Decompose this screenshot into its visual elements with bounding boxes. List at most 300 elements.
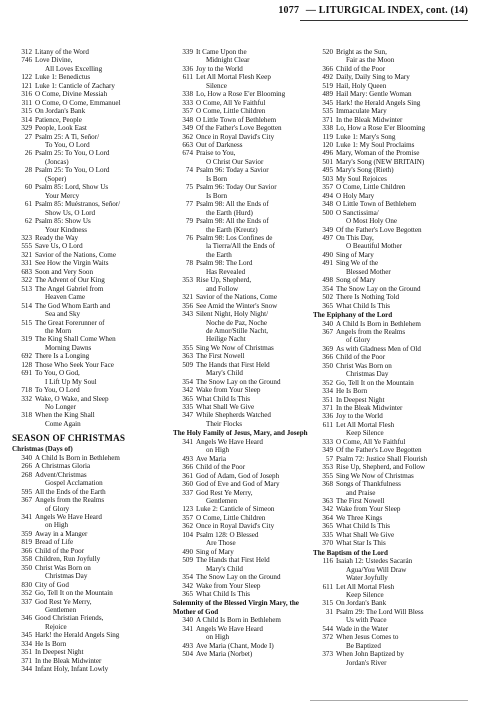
hymn-number: 27 [24,132,32,141]
hymn-title-line: What Shall We Give [196,403,255,412]
hymn-title [35,48,160,56]
index-entry [12,73,160,81]
index-entry [173,395,313,403]
hymn-title [35,99,160,107]
hymn-number: 491 [322,259,333,268]
index-entry [313,320,469,328]
index-entry [12,488,160,496]
index-entry [173,548,313,556]
hymn-number: 366 [322,64,333,73]
hymn-number: 341 [21,513,32,522]
index-entry [12,530,160,538]
hymn-title [196,344,313,352]
hymn-number: 333 [322,437,333,446]
hymn-number: 121 [21,81,32,90]
hymn-title [336,404,469,412]
section-heading: SEASON OF CHRISTMAS [12,433,126,444]
index-entry [313,259,469,276]
hymn-title [35,335,160,352]
hymn-title-line: What Star Is This [336,539,386,548]
index-entry [12,598,160,615]
hymn-title [196,411,313,428]
hymn-title-line: A Child Is Born in Bethlehem [336,319,421,328]
hymn-number: 350 [21,563,32,572]
hymn-number: 365 [322,301,333,310]
index-entry [313,650,469,667]
index-entry [173,514,313,522]
hymn-title-line: Mary, Woman of the Promise [336,149,420,158]
hymn-title-line: Hail Mary: Gentle Woman [336,90,412,99]
hymn-title-continuation: Christmas Day [346,370,389,379]
index-entry [173,293,313,301]
index-entry [313,166,469,174]
hymn-title-line: While Shepherds Watched [196,411,271,420]
hymn-title-line: Psalm 85: Show Us [35,217,91,226]
hymn-title-line: On Jordan's Bank [35,107,86,116]
hymn-title-line: Daily, Daily Sing to Mary [336,73,410,82]
hymn-title [336,446,469,454]
hymn-number: 104 [182,530,193,539]
hymn-number: 57 [325,454,333,463]
hymn-number: 61 [24,200,32,209]
index-entry [173,344,313,352]
hymn-number: 363 [182,352,193,361]
hymn-number: 120 [322,140,333,149]
index-entry [12,513,160,530]
hymn-title-line: What Child Is This [336,301,391,310]
hymn-title [196,650,313,658]
hymn-title [336,455,469,463]
hymn-title-line: Sing We Now of Christmas [336,471,414,480]
index-entry [173,489,313,506]
hymn-title-line: City of God [35,580,69,589]
hymn-number: 335 [322,530,333,539]
hymn-title-line: Luke 1: Canticle of Zachary [35,81,115,90]
index-entry [313,362,469,379]
index-entry [173,386,313,394]
hymn-title [35,217,160,234]
hymn-title [196,352,313,360]
hymn-number: 351 [322,395,333,404]
hymn-title [35,454,160,462]
hymn-title-continuation: Has Revealed [206,267,246,276]
footer-rule [310,700,468,701]
hymn-title [336,625,469,633]
hymn-title-continuation: I Lift Up My Soul [45,377,97,386]
index-entry [173,133,313,141]
hymn-title [196,183,313,200]
hymn-number: 340 [21,453,32,462]
index-entry [313,158,469,166]
hymn-number: 692 [21,352,32,361]
hymn-number: 371 [21,656,32,665]
index-column-3 [313,48,469,667]
hymn-title [336,633,469,650]
hymn-title-continuation: Mary's Child [206,564,243,573]
hymn-title-line: Litany of the Word [35,48,89,56]
index-entry [313,531,469,539]
hymn-title-line: Ready the Way [35,233,79,242]
hymn-number: 515 [21,318,32,327]
hymn-title-continuation: Noche de Paz, Noche [206,318,268,327]
hymn-title-line: A Child Is Born in Bethlehem [196,616,281,625]
index-entry [173,455,313,463]
index-entry [173,99,313,107]
index-entry [173,116,313,124]
hymn-title [196,531,313,548]
hymn-title-line: A Christmas Gloria [35,462,91,471]
hymn-number: 504 [182,650,193,659]
hymn-title [336,200,469,208]
index-entry [12,369,160,386]
hymn-title-line: Psalm 72: Justice Shall Flourish [336,454,428,463]
hymn-number: 338 [182,90,193,99]
subsection-heading: Solemnity of the Blessed Virgin Mary, the Mother of God [173,599,299,616]
index-entry [313,90,469,98]
index-entry [313,633,469,650]
hymn-number: 316 [21,90,32,99]
hymn-title-line: Once in Royal David's City [196,132,275,141]
index-entry [313,328,469,345]
hymn-number: 674 [182,149,193,158]
hymn-title-continuation: (Soper) [45,174,67,183]
index-entry [313,65,469,73]
hymn-number: 544 [322,624,333,633]
hymn-number: 337 [182,488,193,497]
hymn-title-continuation: Gospel Acclamation [45,479,103,488]
hymn-title [196,556,313,573]
hymn-number: 352 [322,378,333,387]
hymn-title-line: Children, Run Joyfully [35,555,101,564]
hymn-title [196,590,313,598]
index-entry [173,480,313,488]
hymn-title-line: Psalm 25: A Ti, Señor/ [35,132,100,141]
hymn-title [35,496,160,513]
index-column-1 [12,48,160,674]
index-entry [313,251,469,259]
hymn-title [35,488,160,496]
hymn-number: 128 [21,360,32,369]
hymn-number: 493 [182,454,193,463]
hymn-number: 76 [185,233,193,242]
index-entry [313,539,469,547]
hymn-title-line: Song of Mary [336,276,376,285]
hymn-number: 489 [322,90,333,99]
hymn-title-line: Wake from Your Sleep [196,386,261,395]
index-entry [12,454,160,462]
hymn-title-line: Praise to You, [196,149,236,158]
hymn-title [336,166,469,174]
hymn-title [336,514,469,522]
hymn-number: 322 [21,276,32,285]
index-entry [173,166,313,183]
hymn-title-line: Immaculate Mary [336,107,387,116]
hymn-number: 341 [182,437,193,446]
hymn-title-continuation: on High [206,633,230,642]
hymn-title-line: O Come, Divine Messiah [35,90,108,99]
index-entry [313,480,469,497]
hymn-title [35,319,160,336]
hymn-title-line: Songs of Thankfulness [336,480,401,489]
hymn-title [196,403,313,411]
hymn-title-line: Rise Up, Shepherd, and Follow [336,463,426,472]
index-entry [12,82,160,90]
hymn-title [35,386,160,394]
hymn-title [336,497,469,505]
hymn-title [35,352,160,360]
index-entry [313,226,469,234]
hymn-title [336,158,469,166]
subsection-heading: Christmas (Days of) [12,445,73,454]
hymn-number: 357 [182,107,193,116]
hymn-number: 500 [322,208,333,217]
index-entry [313,421,469,438]
index-entry [173,438,313,455]
hymn-title-continuation: Be Baptized [346,641,381,650]
hymn-number: 337 [21,597,32,606]
index-entry [313,404,469,412]
hymn-title [35,107,160,115]
hymn-title-line: Rise Up, Shepherd, [196,276,252,285]
hymn-title-line: The Hands that First Held [196,360,270,369]
index-entry [12,614,160,631]
hymn-title [35,251,160,259]
hymn-title-line: Angels from the Realms [336,327,406,336]
index-entry [12,124,160,132]
hymn-title [35,73,160,81]
index-entry [313,302,469,310]
hymn-number: 371 [322,115,333,124]
hymn-title [35,657,160,665]
hymn-title [336,650,469,667]
hymn-title-line: Away in a Manger [35,529,88,538]
hymn-number: 718 [21,386,32,395]
hymn-title-line: Let All Mortal Flesh [336,582,395,591]
hymn-number: 122 [21,73,32,82]
hymn-number: 312 [21,48,32,56]
hymn-number: 331 [21,259,32,268]
index-entry [173,302,313,310]
index-entry [12,386,160,394]
hymn-number: 342 [322,505,333,514]
index-entry [12,361,160,369]
hymn-title-line: Mary's Song (NEW BRITAIN) [336,157,425,166]
index-entry [313,455,469,463]
hymn-number: 329 [21,124,32,133]
index-entry [173,234,313,259]
hymn-title [196,463,313,471]
hymn-title-line: Of the Father's Love Begotten [196,124,282,133]
hymn-number: 354 [322,284,333,293]
hymn-title-line: O Little Town of Bethlehem [196,115,277,124]
hymn-title-line: Luke 1: Mary's Song [336,132,396,141]
hymn-title [336,192,469,200]
hymn-title-line: Luke 1: My Soul Proclaims [336,140,415,149]
index-entry [12,547,160,555]
hymn-number: 349 [182,124,193,133]
hymn-title-continuation: the Earth (Hurd) [206,208,253,217]
index-entry [173,590,313,598]
hymn-number: 365 [322,522,333,531]
hymn-number: 509 [182,360,193,369]
hymn-title-line: The Snow Lay on the Ground [336,284,421,293]
hymn-title-continuation: No Longer [45,403,76,412]
index-entry [313,175,469,183]
index-entry [12,133,160,150]
hymn-title [35,631,160,639]
index-entry [313,141,469,149]
hymn-number: 496 [322,149,333,158]
hymn-number: 355 [322,471,333,480]
hymn-title [35,133,160,150]
hymn-title-line: The Great Forerunner of [35,318,105,327]
hymn-number: 513 [21,284,32,293]
index-entry [173,573,313,581]
hymn-title [336,234,469,251]
hymn-title [196,90,313,98]
hymn-number: 346 [21,614,32,623]
hymn-title [336,539,469,547]
hymn-title-continuation: Morning Dawns [45,343,92,352]
hymn-title [35,166,160,183]
index-entry [12,648,160,656]
hymn-number: 369 [322,344,333,353]
hymn-title-line: O Sanctissima/ [336,208,379,217]
index-entry [173,107,313,115]
hymn-title-continuation: Gentlemen [45,606,77,614]
index-entry [313,557,469,582]
hymn-title-line: Psalm 98: All the Ends of [196,217,269,226]
hymn-number: 354 [182,377,193,386]
index-entry [313,133,469,141]
index-entry [173,361,313,378]
hymn-title-continuation: Keep Silence [346,591,384,599]
index-entry [173,505,313,513]
hymn-title-line: All the Ends of the Earth [35,487,106,496]
hymn-title [336,438,469,446]
index-entry [313,625,469,633]
hymn-title-line: Good Christian Friends, [35,614,104,623]
hymn-title-line: The God Whom Earth and [35,301,111,310]
hymn-number: 353 [322,463,333,472]
hymn-title [35,116,160,124]
hymn-title-continuation: To You, O Lord [45,140,90,149]
hymn-title-line: Infant Holy, Infant Lowly [35,665,109,674]
hymn-title-line: O Come, Little Children [196,513,266,522]
hymn-number: 746 [21,56,32,65]
hymn-number: 314 [21,115,32,124]
hymn-title-line: Psalm 29: The Lord Will Bless [336,607,424,616]
hymn-title-continuation: Your Mercy [45,191,80,200]
hymn-number: 493 [182,641,193,650]
index-entry [173,378,313,386]
hymn-number: 535 [322,107,333,116]
hymn-title [336,293,469,301]
hymn-title [35,183,160,200]
hymn-title [336,226,469,234]
hymn-title [35,285,160,302]
hymn-number: 74 [185,166,193,175]
page-number: 1077 [278,5,300,16]
index-entry [12,657,160,665]
hymn-title-continuation: Heaven Came [45,293,85,302]
hymn-title [336,396,469,404]
hymn-title-line: Bread of Life [35,538,74,547]
hymn-title [196,472,313,480]
hymn-title-line: Angels We Have Heard [35,513,102,522]
hymn-title [336,480,469,497]
index-entry [173,616,313,624]
hymn-number: 75 [185,183,193,192]
index-entry [173,411,313,428]
hymn-title [35,648,160,656]
hymn-number: 498 [322,276,333,285]
hymn-title [35,411,160,428]
hymn-number: 357 [182,513,193,522]
hymn-number: 360 [182,480,193,489]
hymn-number: 321 [182,293,193,302]
hymn-title-line: People, Look East [35,124,87,133]
hymn-title [336,141,469,149]
index-entry [173,625,313,642]
hymn-title-continuation: Is Born [206,191,228,200]
hymn-title [336,73,469,81]
hymn-title-line: There Is Nothing Told [336,293,400,302]
hymn-title-continuation: Fair as the Moon [346,56,395,65]
index-entry [173,217,313,234]
hymn-title [196,522,313,530]
hymn-number: 519 [322,81,333,90]
hymn-title-line: The Advent of Our King [35,276,105,285]
index-entry [173,642,313,650]
index-entry [313,583,469,600]
hymn-title [35,242,160,250]
hymn-title-line: Of the Father's Love Begotten [336,225,422,234]
hymn-number: 663 [182,140,193,149]
hymn-number: 343 [182,310,193,319]
hymn-number: 334 [21,639,32,648]
hymn-title [196,625,313,642]
hymn-title [196,65,313,73]
hymn-title-continuation: de Amor/Stille Nacht, [206,326,269,335]
index-entry [313,514,469,522]
hymn-number: 490 [182,547,193,556]
hymn-title [196,234,313,259]
hymn-title [35,82,160,90]
hymn-number: 366 [182,463,193,472]
hymn-title [336,149,469,157]
hymn-number: 342 [182,581,193,590]
hymn-title [196,386,313,394]
hymn-title-line: Hark! the Herald Angels Sing [35,631,120,640]
index-entry [313,599,469,607]
hymn-title [35,538,160,546]
hymn-title-continuation: Heilige Nacht [206,335,246,344]
hymn-number: 497 [322,233,333,242]
hymn-title [35,302,160,319]
hymn-title-line: He Is Born [336,387,368,396]
hymn-number: 372 [322,633,333,642]
hymn-title [336,116,469,124]
hymn-title-line: O Come, O Come, Emmanuel [35,98,121,107]
page-header [0,5,468,19]
hymn-title [336,412,469,420]
hymn-title-line: The King Shall Come When [35,335,116,344]
index-entry [12,581,160,589]
hymn-title [196,378,313,386]
hymn-title [196,293,313,301]
hymn-title-line: Soon and Very Soon [35,267,93,276]
